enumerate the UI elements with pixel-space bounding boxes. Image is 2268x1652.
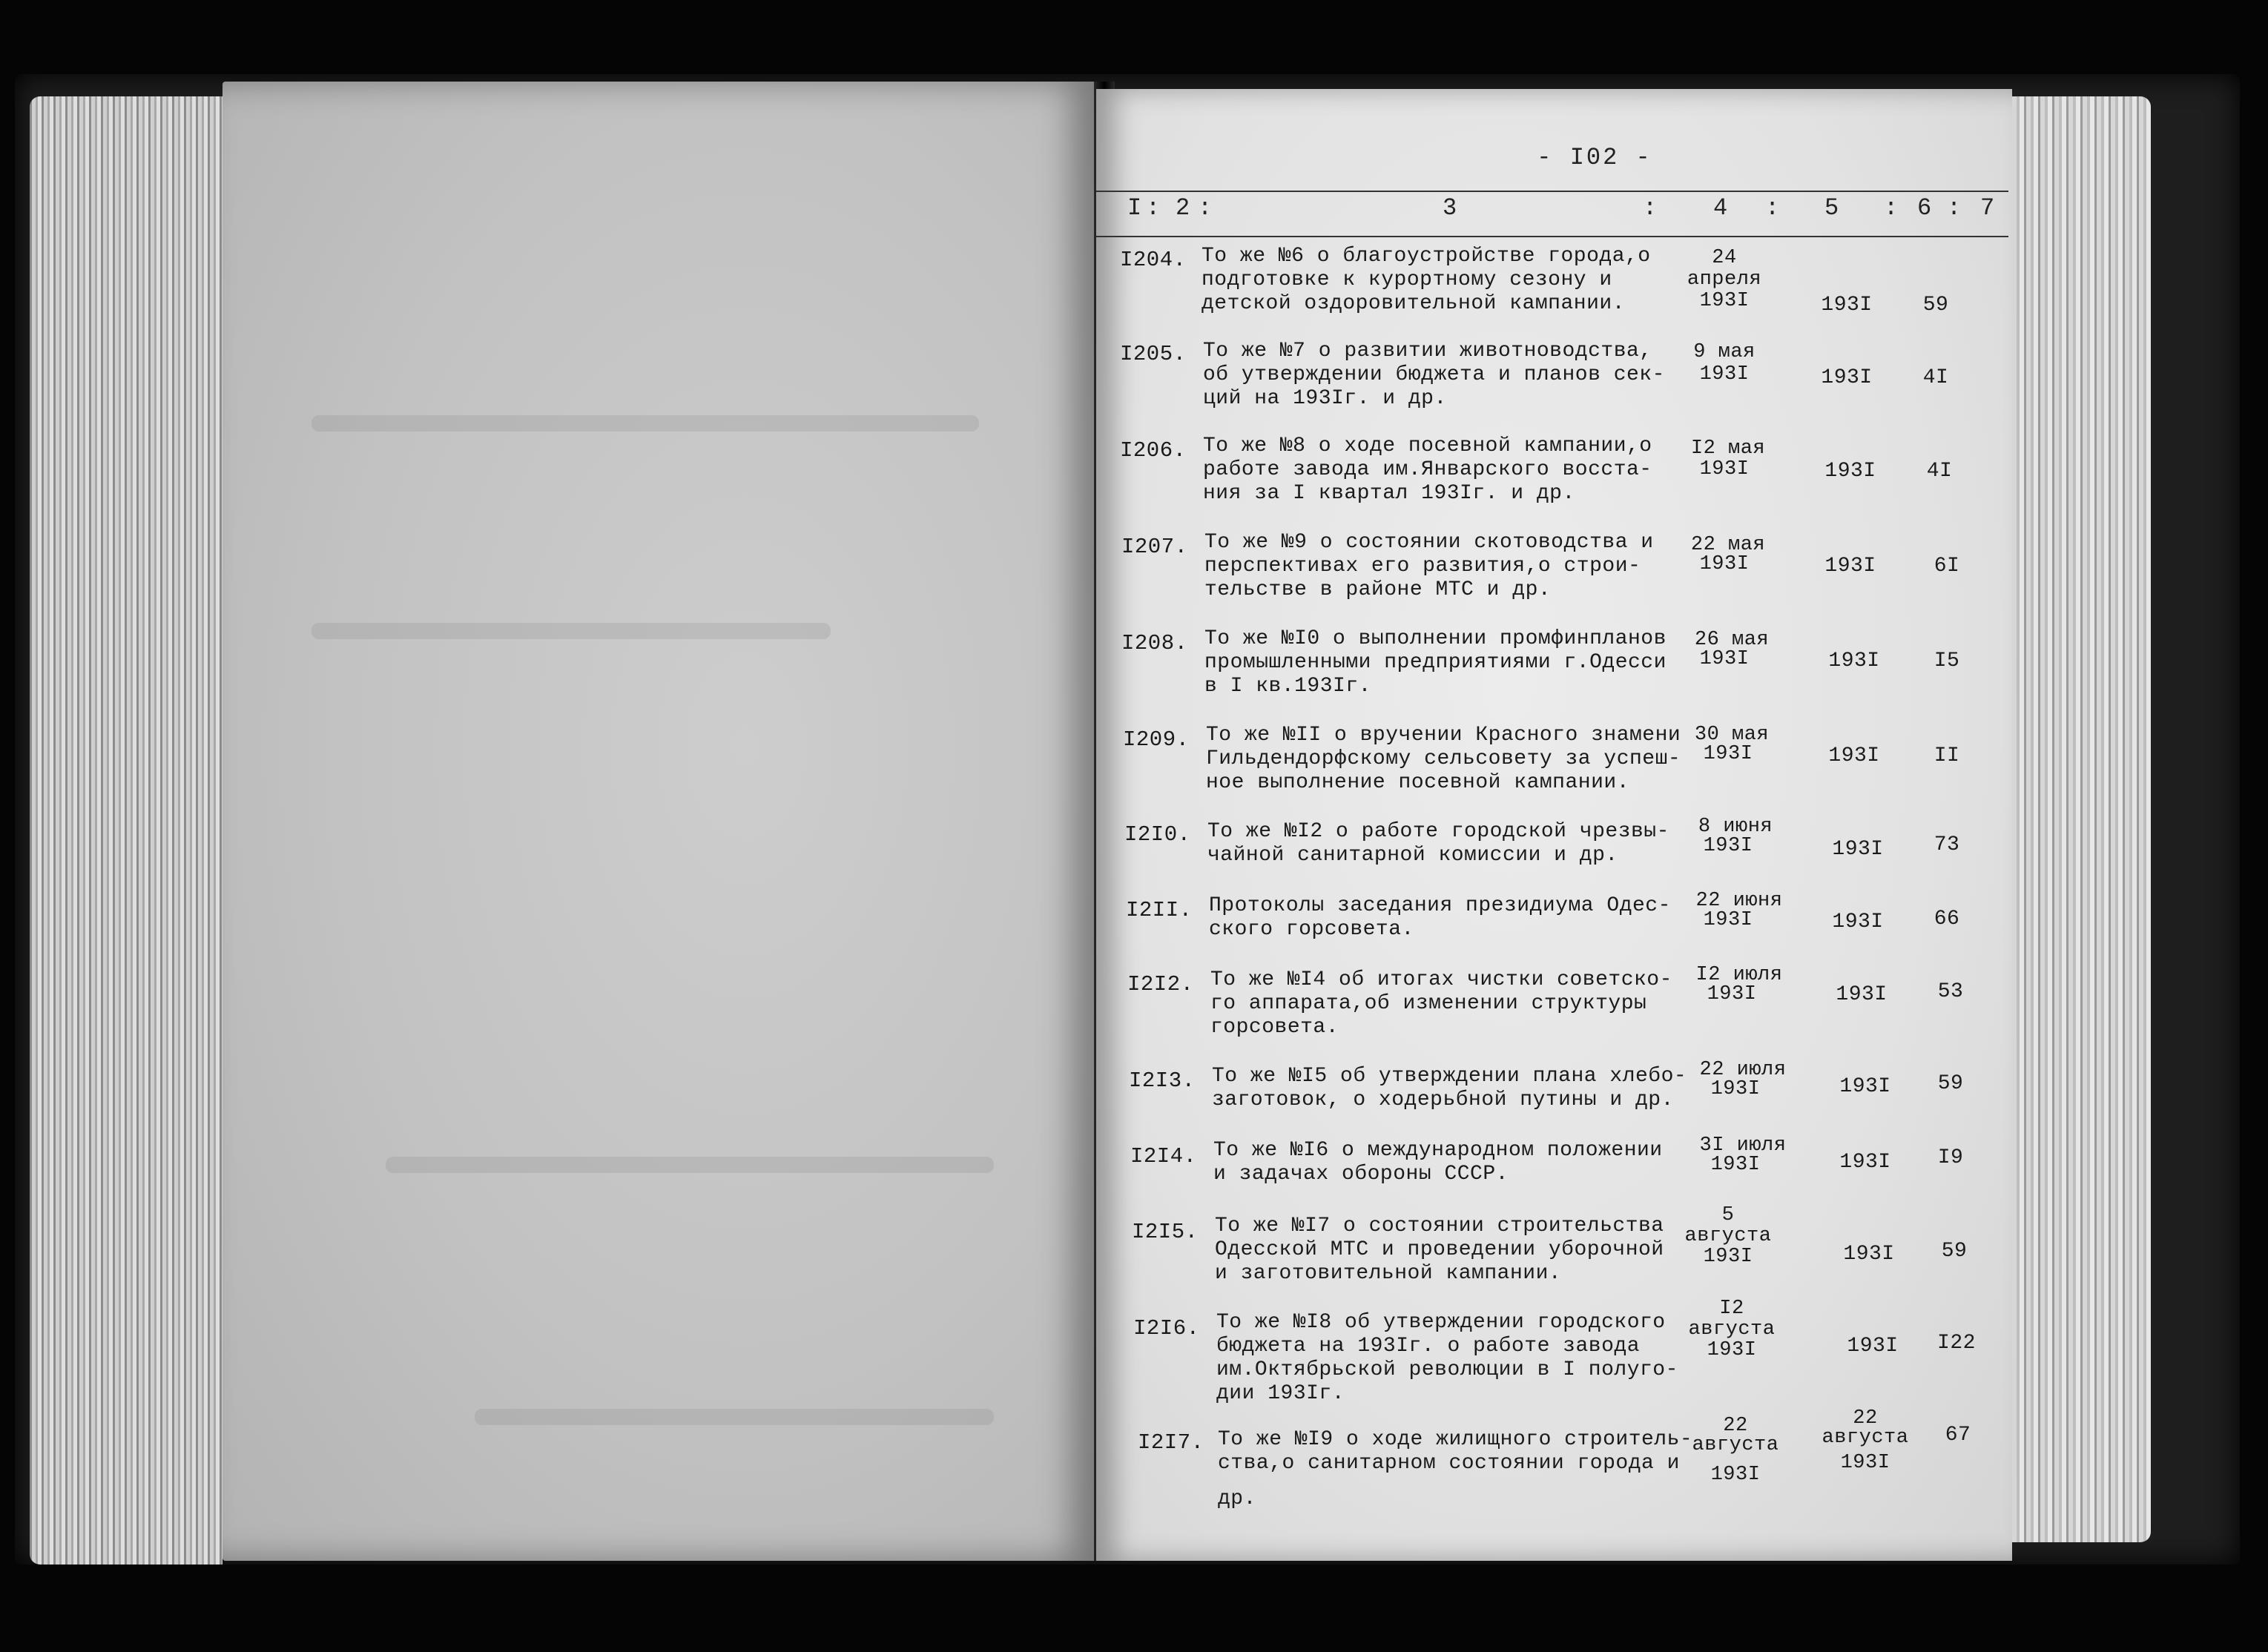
entry-start-date: 193I (1699, 553, 1750, 575)
entry-description-line: То же №I9 о ходе жилищного строитель- (1218, 1428, 1693, 1451)
entry-end-date: 193I (1824, 460, 1876, 483)
entry-description-line: ния за I квартал 193Iг. и др. (1203, 482, 1575, 505)
entry-start-date: 22 (1723, 1415, 1748, 1437)
entry-sheet-count: 67 (1945, 1424, 1971, 1447)
entry-start-date: 9 мая (1693, 341, 1756, 363)
entry-start-date: апреля (1687, 268, 1762, 291)
entry-description-line: др. (1218, 1487, 1256, 1510)
left-page (222, 82, 1094, 1561)
entry-start-date: 3I июля (1699, 1134, 1787, 1157)
entry-description-line: То же №I8 об утверждении городского (1216, 1311, 1666, 1334)
entry-number: I2I4. (1130, 1144, 1197, 1169)
entry-sheet-count: 59 (1941, 1240, 1968, 1263)
entry-description-line: То же №8 о ходе посевной кампании,о (1203, 435, 1652, 457)
entry-description-line: То же №7 о развитии животноводства, (1203, 340, 1652, 363)
entry-start-date: 193I (1707, 983, 1757, 1005)
entry-description-line: подготовке к курортному сезону и (1201, 268, 1612, 291)
left-page-edges (30, 96, 222, 1565)
entry-start-date: I2 мая (1690, 437, 1766, 460)
entry-end-date: 193I (1839, 1075, 1891, 1098)
entry-start-date: I2 июля (1695, 964, 1783, 986)
entry-sheet-count: I22 (1937, 1332, 1976, 1355)
column-header-2: 2 (1176, 194, 1190, 222)
entry-description-line: Протоколы заседания президиума Одес- (1209, 894, 1671, 917)
column-separator: : (1765, 194, 1780, 222)
entry-number: I209. (1123, 727, 1190, 752)
entry-description-line: детской оздоровительной кампании. (1201, 292, 1625, 315)
entry-end-date: 193I (1824, 555, 1876, 578)
entry-start-date: 193I (1703, 835, 1753, 857)
header-rule-top (1096, 191, 2008, 192)
column-separator: : (1947, 194, 1962, 222)
entry-sheet-count: 59 (1937, 1072, 1964, 1095)
entry-sheet-count: I9 (1937, 1146, 1964, 1169)
entry-sheet-count: I5 (1934, 650, 1960, 673)
entry-start-date: августа (1692, 1434, 1779, 1456)
entry-start-date: 193I (1710, 1154, 1761, 1176)
entry-description-line: горсовета. (1210, 1016, 1339, 1039)
bleed-through-mark (311, 415, 979, 432)
entry-number: I2I6. (1133, 1316, 1200, 1341)
entry-start-date: 193I (1699, 363, 1750, 386)
entry-description-line: То же №I7 о состоянии строительства (1215, 1215, 1664, 1238)
entry-end-date: августа (1822, 1427, 1909, 1449)
entry-number: I205. (1120, 342, 1187, 366)
entry-number: I208. (1121, 631, 1188, 655)
column-header-7: 7 (1980, 194, 1995, 222)
entry-description-line: ства,о санитарном состоянии города и (1218, 1452, 1680, 1475)
entry-description-line: ное выполнение посевной кампании. (1206, 771, 1629, 794)
entry-start-date: 5 (1721, 1204, 1735, 1226)
column-header-5: 5 (1824, 194, 1839, 222)
entry-start-date: августа (1688, 1318, 1776, 1341)
column-header-4: 4 (1713, 194, 1728, 222)
column-separator: : (1884, 194, 1899, 222)
entry-description-line: То же №I4 об итогах чистки советско- (1210, 968, 1672, 991)
column-separator: : (1198, 194, 1213, 222)
entry-start-date: 193I (1707, 1339, 1757, 1361)
entry-sheet-count: 4I (1926, 460, 1953, 483)
entry-start-date: 193I (1699, 290, 1750, 312)
entry-description-line: То же №I2 о работе городской чрезвы- (1207, 820, 1669, 843)
entry-start-date: 193I (1699, 648, 1750, 670)
entry-description-line: им.Октябрьской революции в I полуго- (1216, 1358, 1678, 1381)
entry-end-date: 193I (1843, 1243, 1895, 1266)
entry-description-line: работе завода им.Январского восста- (1203, 458, 1652, 481)
entry-sheet-count: 4I (1922, 366, 1949, 389)
entry-description-line: чайной санитарной комиссии и др. (1207, 844, 1618, 867)
entry-start-date: августа (1684, 1225, 1772, 1247)
entry-start-date: 193I (1710, 1464, 1761, 1486)
entry-start-date: 193I (1703, 909, 1753, 931)
entry-end-date: 193I (1840, 1452, 1890, 1474)
entry-start-date: 26 мая (1694, 629, 1770, 651)
column-separator: : (1146, 194, 1161, 222)
entry-number: I207. (1121, 535, 1188, 559)
entry-end-date: 193I (1821, 366, 1873, 389)
bleed-through-mark (475, 1409, 994, 1425)
entry-end-date: 193I (1847, 1335, 1899, 1358)
entry-description-line: То же №6 о благоустройстве города,о (1201, 245, 1651, 268)
entry-sheet-count: II (1934, 744, 1960, 767)
entry-number: I2II. (1126, 898, 1193, 922)
entry-description-line: То же №I5 об утверждении плана хлебо- (1212, 1065, 1687, 1088)
entry-start-date: 22 июля (1699, 1059, 1787, 1081)
bleed-through-mark (386, 1157, 994, 1173)
entry-description-line: бюджета на 193Iг. о работе завода (1216, 1335, 1640, 1358)
column-header-3: 3 (1443, 194, 1457, 222)
entry-description-line: Гильдендорфскому сельсовету за успеш- (1206, 747, 1681, 770)
right-page-edges (2002, 96, 2151, 1542)
entry-end-date: 193I (1828, 650, 1880, 673)
entry-number: I2I2. (1127, 972, 1194, 997)
entry-description-line: промышленными предприятиями г.Одесси (1204, 651, 1667, 674)
entry-description-line: ского горсовета. (1209, 918, 1414, 941)
entry-start-date: 193I (1703, 743, 1753, 765)
column-header-6: 6 (1917, 194, 1932, 222)
entry-sheet-count: 6I (1934, 555, 1960, 578)
entry-number: I2I7. (1138, 1430, 1204, 1455)
entry-description-line: То же №I6 о международном положении (1213, 1139, 1663, 1162)
entry-end-date: 22 (1853, 1407, 1878, 1430)
entry-description-line: ций на 193Iг. и др. (1203, 387, 1447, 410)
entry-sheet-count: 59 (1922, 294, 1949, 317)
entry-end-date: 193I (1821, 294, 1873, 317)
entry-start-date: 22 июня (1695, 890, 1783, 912)
entry-start-date: I2 (1719, 1298, 1744, 1320)
column-header-1: I (1127, 194, 1142, 222)
entry-description-line: То же №I0 о выполнении промфинпланов (1204, 627, 1667, 650)
entry-end-date: 193I (1836, 983, 1888, 1006)
entry-sheet-count: 53 (1937, 980, 1964, 1003)
entry-description-line: в I кв.193Iг. (1204, 675, 1371, 698)
entry-end-date: 193I (1839, 1151, 1891, 1174)
entry-number: I206. (1120, 438, 1187, 463)
entry-number: I2I3. (1129, 1068, 1196, 1093)
entry-start-date: 193I (1710, 1078, 1761, 1100)
entry-sheet-count: 73 (1934, 833, 1960, 856)
header-rule-bottom (1096, 236, 2008, 237)
entry-description-line: заготовок, о ходерьбной путины и др. (1212, 1088, 1674, 1111)
entry-description-line: Одесской МТС и проведении уборочной (1215, 1238, 1664, 1261)
entry-description-line: То же №II о вручении Красного знамени (1206, 724, 1681, 747)
entry-start-date: 24 (1712, 247, 1737, 269)
entry-description-line: перспективах его развития,о строи- (1204, 555, 1641, 578)
entry-number: I2I0. (1124, 822, 1191, 847)
entry-description-line: об утверждении бюджета и планов сек- (1203, 363, 1665, 386)
entry-sheet-count: 66 (1934, 908, 1960, 931)
entry-description-line: То же №9 о состоянии скотоводства и (1204, 531, 1654, 554)
bleed-through-mark (311, 623, 831, 639)
entry-number: I2I5. (1132, 1220, 1199, 1244)
entry-start-date: 193I (1699, 458, 1750, 480)
entry-description-line: и задачах обороны СССР. (1213, 1163, 1509, 1186)
entry-start-date: 22 мая (1690, 534, 1766, 556)
entry-start-date: 30 мая (1694, 724, 1770, 746)
column-separator: : (1643, 194, 1658, 222)
page-number: - I02 - (1537, 144, 1652, 171)
entry-start-date: 8 июня (1698, 816, 1773, 838)
entry-description-line: дии 193Iг. (1216, 1382, 1345, 1405)
entry-end-date: 193I (1832, 911, 1884, 934)
entry-description-line: го аппарата,об изменении структуры (1210, 992, 1647, 1015)
entry-description-line: тельстве в районе МТС и др. (1204, 578, 1552, 601)
entry-end-date: 193I (1832, 838, 1884, 861)
entry-start-date: 193I (1703, 1246, 1753, 1268)
entry-end-date: 193I (1828, 744, 1880, 767)
entry-description-line: и заготовительной кампании. (1215, 1262, 1562, 1285)
entry-number: I204. (1120, 248, 1187, 272)
